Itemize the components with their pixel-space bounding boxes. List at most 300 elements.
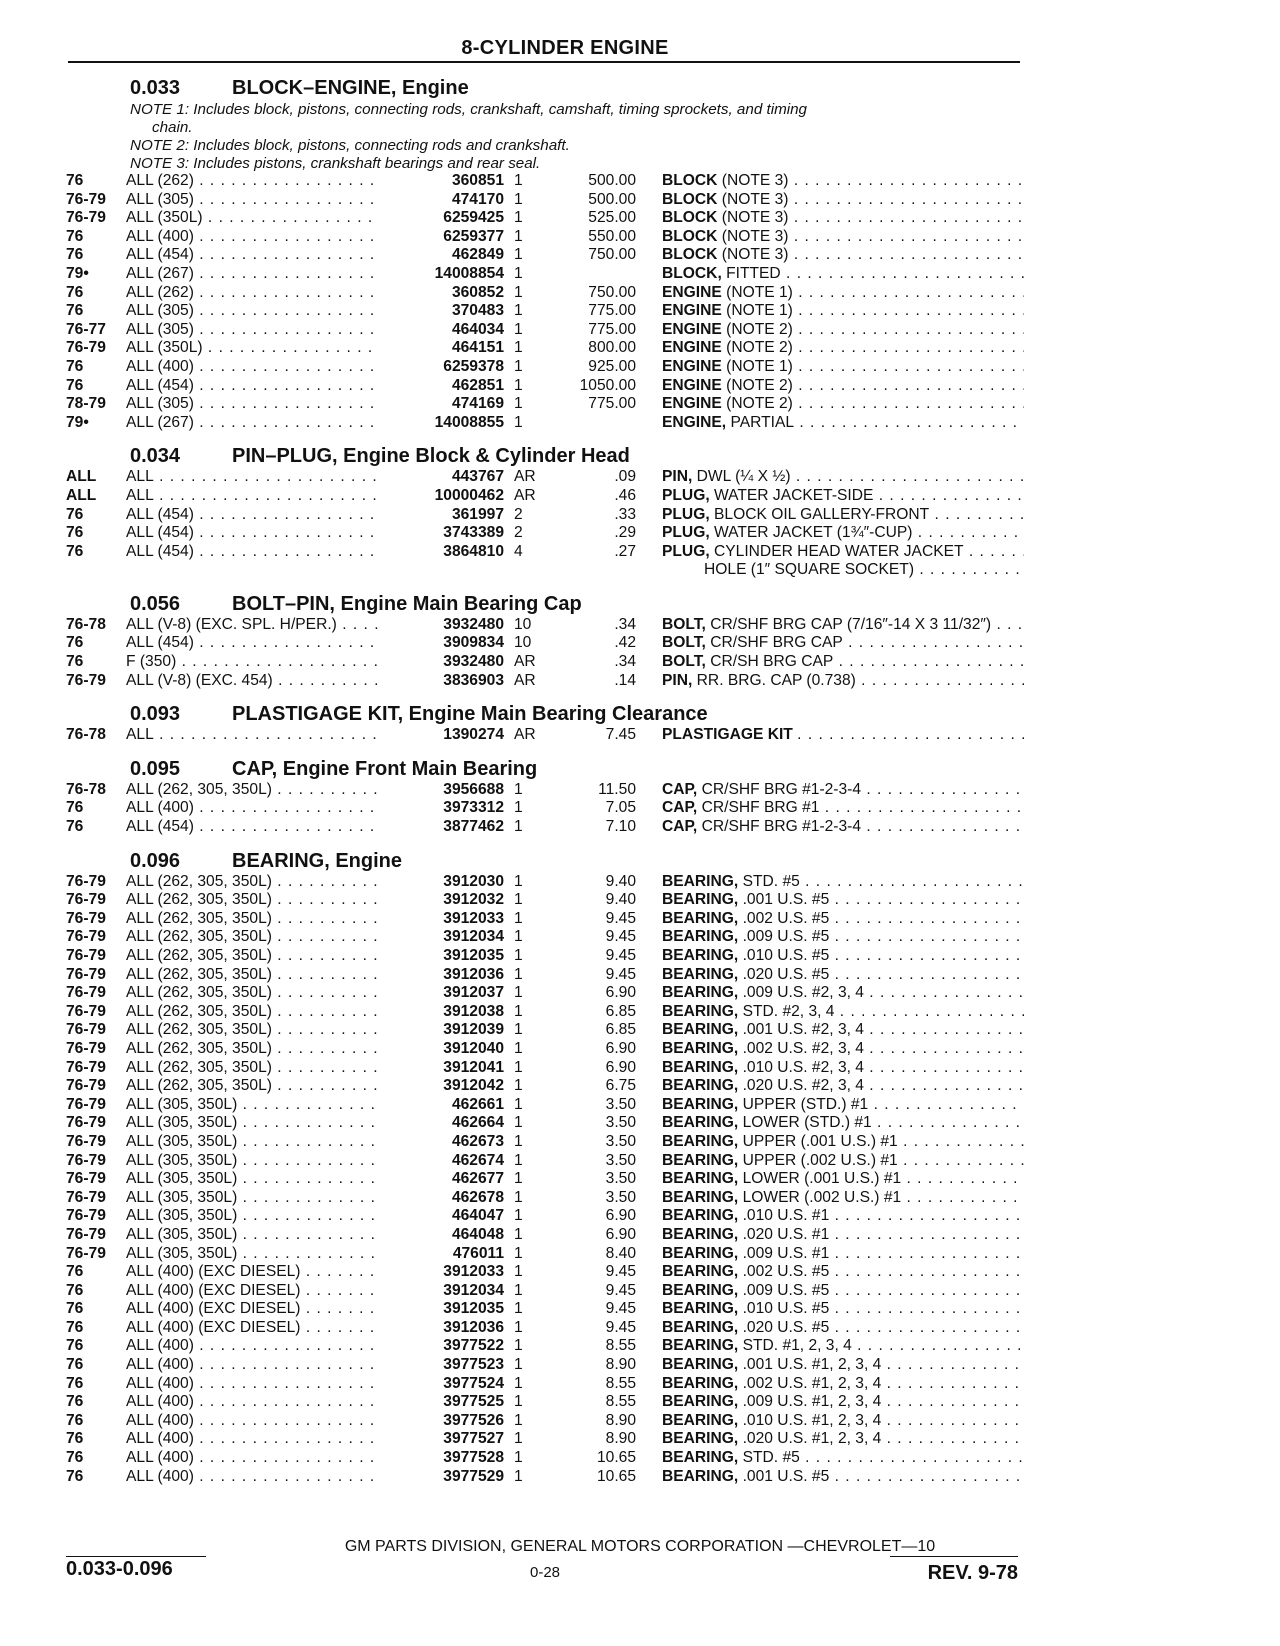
row-price: 7.10 [605, 818, 636, 836]
row-price: .46 [614, 486, 636, 504]
row-part-number: 3912040 [378, 1040, 504, 1059]
row-description [662, 726, 1024, 745]
table-row [0, 781, 1280, 800]
table-row [0, 321, 1280, 340]
row-year: 76 [66, 634, 84, 652]
row-part-name: ENGINE [662, 357, 722, 375]
row-price: 525.00 [588, 209, 636, 227]
row-part-number: 464048 [378, 1226, 504, 1245]
row-price: 6.85 [605, 1021, 636, 1039]
row-year: 76-79 [66, 891, 106, 909]
row-year: 76 [66, 818, 84, 836]
row-quantity: 1 [514, 1095, 523, 1113]
row-description [662, 191, 1024, 210]
row-price: 6.90 [605, 1058, 636, 1076]
row-part-detail: STD. #5 [742, 872, 800, 890]
table-row [0, 1430, 1280, 1449]
row-description [662, 634, 1024, 653]
section-name: CAP, Engine Front Main Bearing [232, 757, 538, 780]
section-0-095 [0, 745, 1280, 837]
table-row [0, 172, 1280, 191]
row-year: 76-79 [66, 1132, 106, 1150]
row-part-detail: (NOTE 2) [726, 395, 793, 413]
row-application: ALL (400) . . . [126, 1449, 398, 1468]
row-description [662, 1449, 1024, 1468]
row-part-detail: FITTED [726, 264, 781, 282]
row-application: ALL (262, 305, 350L) . . . [126, 891, 398, 910]
row-description [662, 1170, 1024, 1189]
row-year: 76-79 [66, 1244, 106, 1262]
row-description [662, 1114, 1024, 1133]
row-price: 9.45 [605, 1263, 636, 1281]
table-row [0, 339, 1280, 358]
table-row [0, 468, 1280, 487]
row-part-name: BEARING, [662, 1356, 739, 1374]
row-price: 9.45 [605, 947, 636, 964]
row-part-detail: .002 U.S. #1, 2, 3, 4 [742, 1374, 882, 1392]
row-application: ALL (262, 305, 350L) . . . [126, 781, 398, 800]
row-quantity: 1 [514, 1356, 523, 1374]
row-part-detail: CR/SH BRG CAP [710, 653, 834, 671]
row-part-detail: CR/SHF BRG #1-2-3-4 [701, 818, 862, 836]
row-part-number: 3743389 [378, 524, 504, 543]
row-year: 76-79 [66, 1039, 106, 1057]
row-part-detail: .001 U.S. #5 [742, 891, 830, 909]
parts-sections [0, 64, 1280, 1486]
section-name: PLASTIGAGE KIT, Engine Main Bearing Clearance [232, 703, 708, 726]
row-part-detail: CR/SHF BRG #1-2-3-4 [701, 780, 862, 798]
row-quantity: 1 [514, 190, 523, 208]
row-description [662, 781, 1024, 800]
row-price: 10.65 [596, 1467, 636, 1485]
row-application: ALL (305) . . . [126, 302, 398, 321]
row-year: 76 [66, 1467, 84, 1485]
row-application: ALL (305, 350L) . . . [126, 1170, 398, 1189]
row-part-detail: .009 U.S. #5 [742, 928, 830, 946]
table-row [0, 634, 1280, 653]
row-application: ALL (454) . . . [126, 246, 398, 265]
row-quantity: 1 [514, 1411, 523, 1429]
row-part-number: 462849 [378, 246, 504, 265]
row-part-detail: (NOTE 3) [721, 190, 789, 208]
row-quantity: 1 [514, 872, 523, 890]
row-part-detail: UPPER (STD.) #1 [742, 1095, 869, 1113]
row-price: 800.00 [588, 339, 636, 357]
section-heading [0, 580, 1280, 616]
row-part-name: PLASTIGAGE KIT [662, 726, 793, 744]
table-row [0, 1245, 1280, 1264]
row-quantity: 10 [514, 634, 532, 652]
row-year: 76-79 [66, 1095, 106, 1113]
row-year: 78-79 [66, 395, 106, 413]
row-part-number: 3912032 [378, 891, 504, 910]
row-year: 76 [66, 542, 84, 560]
row-quantity: 1 [514, 209, 523, 227]
row-application: ALL (V-8) (EXC. SPL. H/PER.) . . . [126, 616, 398, 635]
row-year: 76 [66, 653, 84, 671]
row-part-detail: .010 U.S. #1 [742, 1207, 830, 1225]
row-description [662, 1189, 1024, 1208]
row-part-name: ENGINE [662, 283, 722, 301]
row-part-number: 3973312 [378, 799, 504, 818]
row-application: ALL (305, 350L) . . . [126, 1245, 398, 1264]
row-description [662, 1375, 1024, 1394]
row-price: 9.40 [605, 872, 636, 890]
row-description [662, 1003, 1024, 1022]
row-part-name: BLOCK [662, 190, 718, 208]
section-code: 0.093 [130, 703, 181, 726]
row-year: 76 [66, 1411, 84, 1429]
row-year: 79• [66, 413, 89, 431]
row-price: 9.45 [605, 928, 636, 946]
section-code: 0.033 [130, 77, 181, 99]
row-quantity: 1 [514, 1114, 523, 1132]
row-quantity: 1 [514, 1430, 523, 1448]
row-part-detail: WATER JACKET (1¾″-CUP) [714, 524, 913, 542]
row-part-number: 3932480 [378, 653, 504, 672]
row-quantity: AR [514, 671, 536, 689]
row-description [662, 1096, 1024, 1115]
table-row [0, 1282, 1280, 1301]
row-part-number: 3912033 [378, 910, 504, 929]
row-quantity: 1 [514, 1151, 523, 1169]
row-description [662, 1300, 1024, 1319]
row-part-detail: (NOTE 2) [726, 376, 793, 394]
row-description [662, 1040, 1024, 1059]
table-row [0, 891, 1280, 910]
row-application: ALL (305, 350L) . . . [126, 1189, 398, 1208]
row-part-number: 370483 [378, 302, 504, 321]
row-part-name: ENGINE [662, 302, 722, 320]
row-price: .29 [614, 524, 636, 542]
row-description [662, 395, 1024, 414]
row-part-detail-continued: HOLE (1″ SQUARE SOCKET) . . . [704, 561, 1024, 580]
section-heading [0, 432, 1280, 468]
table-row [0, 377, 1280, 396]
row-part-detail: UPPER (.001 U.S.) #1 [742, 1132, 898, 1150]
table-row [0, 873, 1280, 892]
row-description [662, 543, 1024, 562]
section-heading [0, 64, 1280, 100]
row-part-detail: .020 U.S. #5 [742, 965, 830, 983]
row-price: 8.55 [605, 1337, 636, 1355]
section-note: NOTE 1: Includes block, pistons, connecting rods, crankshaft, camshaft, timing sprockets, and timing [130, 101, 807, 118]
row-description [662, 1077, 1024, 1096]
row-part-detail: .020 U.S. #2, 3, 4 [742, 1077, 864, 1095]
section-name: BEARING, Engine [232, 849, 403, 872]
row-part-name: BEARING, [662, 1449, 739, 1467]
row-price: 775.00 [588, 320, 636, 338]
row-quantity: 1 [514, 1374, 523, 1392]
row-quantity: 1 [514, 320, 523, 338]
row-part-detail: .009 U.S. #5 [742, 1281, 830, 1299]
row-part-number: 1390274 [378, 726, 504, 745]
row-part-number: 462661 [378, 1096, 504, 1115]
page-title: 8-CYLINDER ENGINE [461, 37, 669, 59]
row-part-detail: .020 U.S. #5 [742, 1318, 830, 1336]
row-year: 76 [66, 302, 84, 320]
row-part-number: 462664 [378, 1114, 504, 1133]
row-quantity: 1 [514, 1058, 523, 1076]
row-application: ALL (305) . . . [126, 321, 398, 340]
row-part-name: BLOCK [662, 227, 718, 245]
row-part-name: BEARING, [662, 1132, 739, 1150]
row-part-name: BOLT, [662, 615, 706, 633]
row-part-name: BEARING, [662, 1281, 739, 1299]
table-row [0, 524, 1280, 543]
row-year: 76-79 [66, 1151, 106, 1169]
row-part-number: 3977522 [378, 1337, 504, 1356]
row-quantity: 1 [514, 1337, 523, 1355]
row-part-number: 6259378 [378, 358, 504, 377]
row-quantity: 1 [514, 1188, 523, 1206]
row-description [662, 414, 1024, 433]
table-row [0, 1096, 1280, 1115]
row-application: ALL (400) . . . [126, 228, 398, 247]
row-application: ALL (454) . . . [126, 634, 398, 653]
section-code: 0.056 [130, 592, 181, 615]
table-row [0, 487, 1280, 506]
row-year: 76-79 [66, 209, 106, 227]
table-row [0, 1375, 1280, 1394]
row-price: 9.45 [605, 1281, 636, 1299]
row-part-name: BLOCK [662, 172, 718, 189]
row-part-name: BEARING, [662, 1318, 739, 1336]
row-quantity: 1 [514, 339, 523, 357]
row-part-name: BEARING, [662, 1039, 739, 1057]
row-quantity: 1 [514, 172, 523, 189]
row-part-number: 3956688 [378, 781, 504, 800]
row-part-name: BEARING, [662, 928, 739, 946]
row-part-number: 3912042 [378, 1077, 504, 1096]
row-part-detail: CYLINDER HEAD WATER JACKET [714, 542, 964, 560]
section-heading [0, 690, 1280, 726]
table-row [0, 818, 1280, 837]
row-part-detail: LOWER (.001 U.S.) #1 [742, 1170, 902, 1188]
row-price: .34 [614, 653, 636, 671]
row-description [662, 873, 1024, 892]
section-note: NOTE 3: Includes pistons, crankshaft bearings and rear seal. [130, 155, 541, 172]
row-part-detail: UPPER (.002 U.S.) #1 [742, 1151, 898, 1169]
row-quantity: 1 [514, 947, 523, 964]
row-part-name: BOLT, [662, 653, 706, 671]
table-row [0, 302, 1280, 321]
row-quantity: AR [514, 653, 536, 671]
row-part-detail: .002 U.S. #2, 3, 4 [742, 1039, 864, 1057]
row-quantity: 2 [514, 505, 523, 523]
row-quantity: 1 [514, 1225, 523, 1243]
row-year: 76 [66, 1374, 84, 1392]
row-quantity: 1 [514, 1021, 523, 1039]
row-part-detail: (NOTE 3) [721, 172, 789, 189]
row-year: ALL [66, 468, 97, 486]
row-part-detail: .010 U.S. #2, 3, 4 [742, 1058, 864, 1076]
row-price: 9.45 [605, 1300, 636, 1318]
row-price: .09 [614, 468, 636, 486]
row-part-name: CAP, [662, 818, 698, 836]
row-application: ALL (400) . . . [126, 1393, 398, 1412]
row-application: ALL (400) . . . [126, 1468, 398, 1487]
row-application: ALL (454) . . . [126, 543, 398, 562]
row-price: 775.00 [588, 302, 636, 320]
table-row [0, 1077, 1280, 1096]
row-part-number: 361997 [378, 506, 504, 525]
table-row [0, 358, 1280, 377]
section-0-096 [0, 837, 1280, 1487]
row-application: ALL (262, 305, 350L) . . . [126, 873, 398, 892]
table-row [0, 284, 1280, 303]
table-row [0, 543, 1280, 580]
row-part-detail: (NOTE 3) [721, 209, 789, 227]
row-description [662, 1412, 1024, 1431]
row-year: 76 [66, 1318, 84, 1336]
row-part-detail: STD. #2, 3, 4 [742, 1002, 835, 1020]
row-part-name: BEARING, [662, 965, 739, 983]
row-part-name: BOLT, [662, 634, 706, 652]
row-part-number: 476011 [378, 1245, 504, 1264]
row-application: ALL (V-8) (EXC. 454) . . . [126, 672, 398, 691]
row-description [662, 468, 1024, 487]
row-part-detail: PARTIAL [730, 413, 795, 431]
row-price: 750.00 [588, 246, 636, 264]
table-row [0, 1468, 1280, 1487]
row-year: 76 [66, 246, 84, 264]
row-application: ALL (400) (EXC DIESEL) . . . [126, 1263, 398, 1282]
section-code: 0.034 [130, 445, 181, 468]
row-quantity: 1 [514, 965, 523, 983]
row-application: ALL (305, 350L) . . . [126, 1114, 398, 1133]
row-price: .27 [614, 542, 636, 560]
row-part-name: BEARING, [662, 1058, 739, 1076]
section-0-093 [0, 690, 1280, 745]
row-application: ALL (262, 305, 350L) . . . [126, 984, 398, 1003]
row-price: .34 [614, 615, 636, 633]
row-quantity: 1 [514, 1132, 523, 1150]
row-year: 76-79 [66, 1207, 106, 1225]
row-part-number: 3912035 [378, 1300, 504, 1319]
row-part-detail: .010 U.S. #5 [742, 947, 830, 964]
section-name: BLOCK–ENGINE, Engine [232, 77, 469, 99]
row-price: 500.00 [588, 172, 636, 189]
row-price: .14 [614, 671, 636, 689]
row-quantity: 1 [514, 1039, 523, 1057]
row-part-number: 464034 [378, 321, 504, 340]
row-price: 10.65 [596, 1449, 636, 1467]
row-quantity: AR [514, 486, 536, 504]
row-year: 76-79 [66, 671, 106, 689]
row-part-number: 3932480 [378, 616, 504, 635]
row-description [662, 172, 1024, 191]
row-part-detail: .009 U.S. #1 [742, 1244, 830, 1262]
row-price: 11.50 [598, 780, 636, 798]
row-description [662, 1356, 1024, 1375]
row-application: ALL . . . [126, 468, 398, 487]
table-row [0, 414, 1280, 433]
row-application: ALL (400) . . . [126, 1356, 398, 1375]
row-application: ALL (305, 350L) . . . [126, 1133, 398, 1152]
row-part-name: BEARING, [662, 1095, 739, 1113]
row-quantity: 2 [514, 524, 523, 542]
row-price: 3.50 [605, 1132, 636, 1150]
row-price: 8.90 [605, 1356, 636, 1374]
row-part-detail: CR/SHF BRG CAP [710, 634, 843, 652]
row-part-number: 3977523 [378, 1356, 504, 1375]
row-part-number: 14008854 [378, 265, 504, 284]
row-application: ALL (262, 305, 350L) . . . [126, 1021, 398, 1040]
row-quantity: 1 [514, 227, 523, 245]
table-row [0, 1114, 1280, 1133]
row-part-name: BEARING, [662, 1077, 739, 1095]
row-application: ALL (400) . . . [126, 1430, 398, 1449]
row-part-number: 3912033 [378, 1263, 504, 1282]
row-price: 8.90 [605, 1430, 636, 1448]
row-part-name: ENGINE [662, 395, 722, 413]
row-application: ALL (400) (EXC DIESEL) . . . [126, 1282, 398, 1301]
row-part-name: BEARING, [662, 1188, 739, 1206]
footer-rule-left [66, 1556, 206, 1557]
row-year: 76-79 [66, 1058, 106, 1076]
row-description [662, 302, 1024, 321]
row-application: ALL (262, 305, 350L) . . . [126, 910, 398, 929]
row-part-number: 3909834 [378, 634, 504, 653]
row-part-name: CAP, [662, 780, 698, 798]
row-part-detail: (NOTE 1) [726, 283, 793, 301]
row-part-number: 464047 [378, 1207, 504, 1226]
row-year: 76 [66, 283, 84, 301]
row-part-number: 360851 [378, 172, 504, 191]
footer-publisher: GM PARTS DIVISION, GENERAL MOTORS CORPORATION —CHEVROLET—10 [344, 1538, 936, 1555]
row-part-detail: (NOTE 2) [726, 339, 793, 357]
row-part-detail: .001 U.S. #2, 3, 4 [742, 1021, 864, 1039]
row-part-number: 462677 [378, 1170, 504, 1189]
row-description [662, 284, 1024, 303]
row-year: 76-79 [66, 1021, 106, 1039]
row-quantity: 1 [514, 928, 523, 946]
row-part-name: BEARING, [662, 1207, 739, 1225]
row-year: 76-79 [66, 984, 106, 1002]
row-part-detail: .010 U.S. #1, 2, 3, 4 [742, 1411, 882, 1429]
table-row [0, 910, 1280, 929]
row-quantity: 1 [514, 1263, 523, 1281]
table-row [0, 1300, 1280, 1319]
row-year: 76-79 [66, 1114, 106, 1132]
row-description [662, 1226, 1024, 1245]
row-part-number: 6259425 [378, 209, 504, 228]
row-year: 76 [66, 524, 84, 542]
row-year: 76-78 [66, 615, 106, 633]
row-application: ALL (262) . . . [126, 284, 398, 303]
row-year: 76-79 [66, 339, 106, 357]
row-part-number: 462673 [378, 1133, 504, 1152]
section-0-056 [0, 580, 1280, 690]
row-year: 76-79 [66, 1188, 106, 1206]
section-code: 0.096 [130, 849, 181, 872]
row-quantity: 1 [514, 984, 523, 1002]
row-year: 76 [66, 1263, 84, 1281]
row-quantity: 1 [514, 1077, 523, 1095]
row-part-name: BEARING, [662, 1393, 739, 1411]
row-description [662, 1430, 1024, 1449]
row-part-name: BEARING, [662, 872, 739, 890]
row-year: 76-79 [66, 1170, 106, 1188]
table-row [0, 265, 1280, 284]
row-year: 76-79 [66, 190, 106, 208]
row-price: 6.85 [605, 1002, 636, 1020]
row-part-number: 3912041 [378, 1059, 504, 1078]
row-year: 76-78 [66, 726, 106, 744]
row-application: ALL (262, 305, 350L) . . . [126, 1003, 398, 1022]
row-part-number: 3864810 [378, 543, 504, 562]
